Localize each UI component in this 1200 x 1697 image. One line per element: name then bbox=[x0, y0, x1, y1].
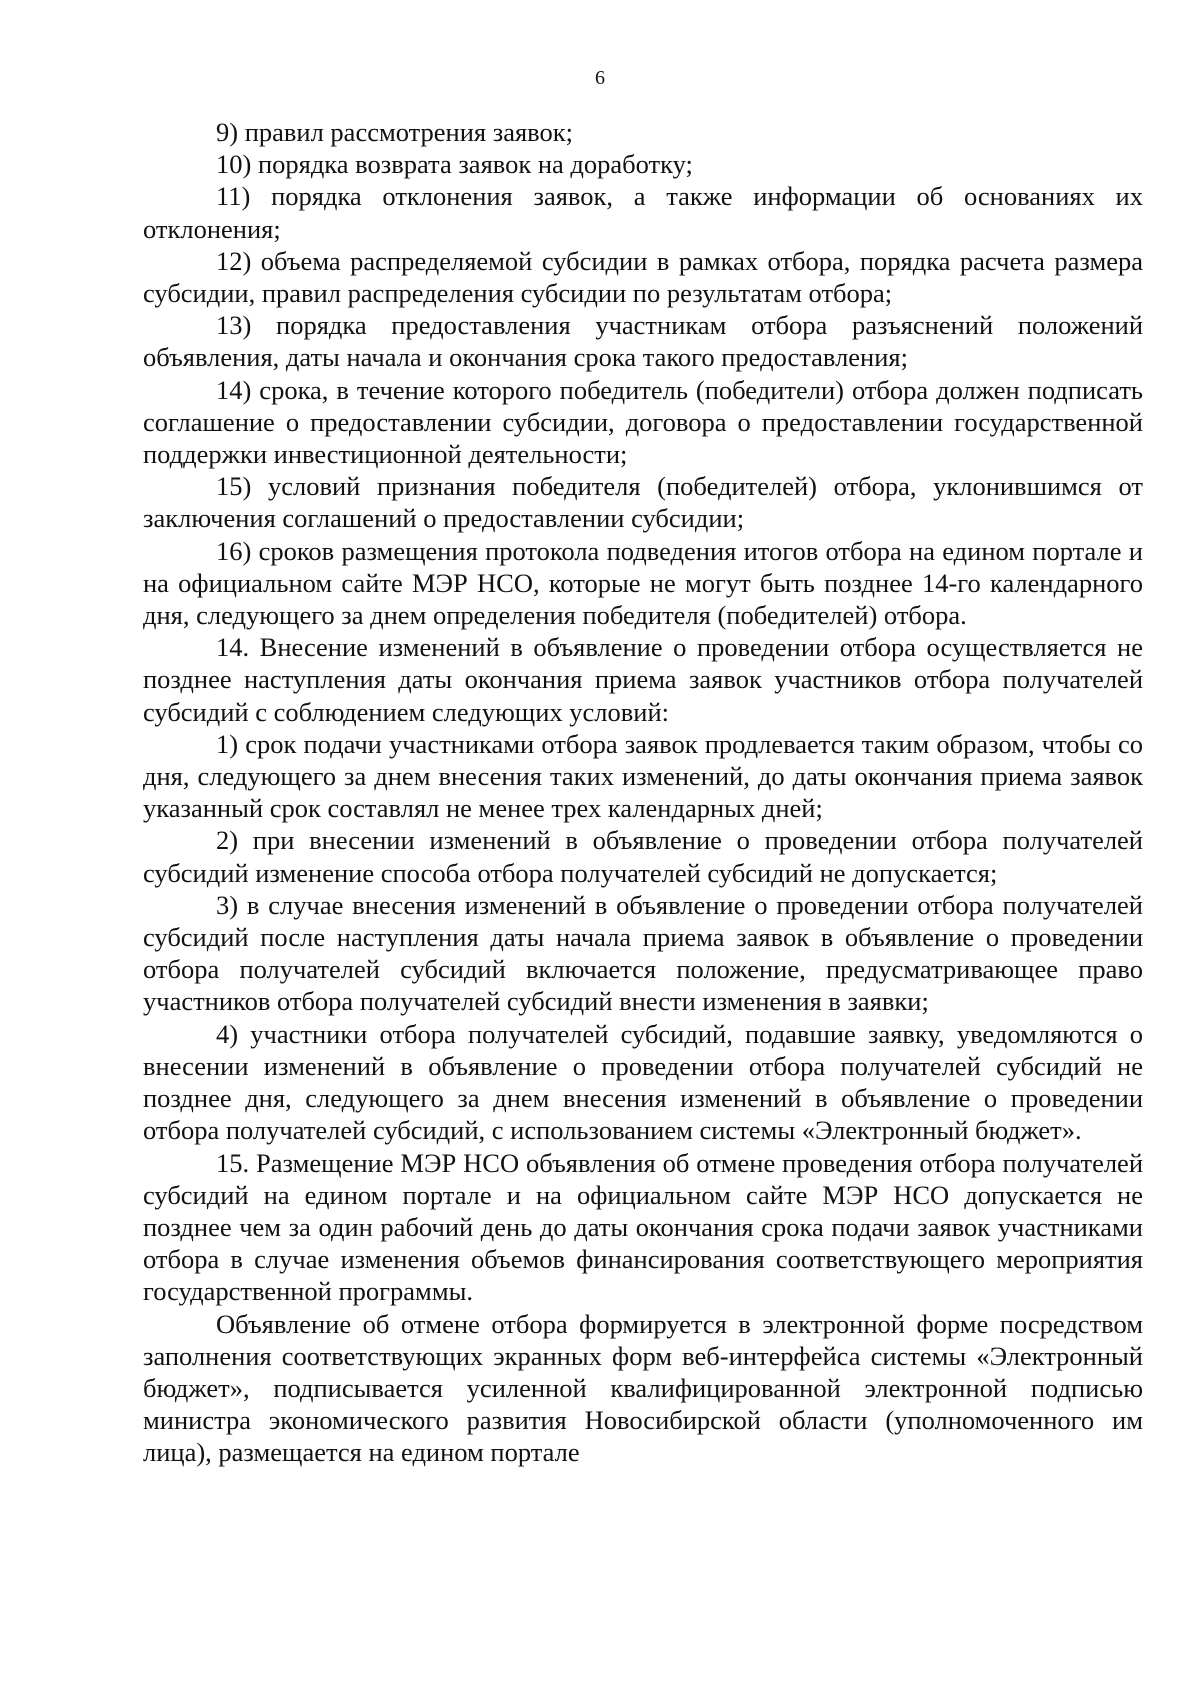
paragraph-clause-14: 14. Внесение изменений в объявление о проведении отбора осуществляется не позднее наступления даты окончания приема заявок участников отбора получателей субсидий с соблюдением следующих условий: bbox=[143, 632, 1143, 727]
page-number: 6 bbox=[595, 67, 605, 89]
paragraph-item-12: 12) объема распределяемой субсидии в рамках отбора, порядка расчета размера субсидии, правил распределения субсидии по результатам отбора; bbox=[143, 245, 1143, 309]
paragraph-condition-2: 2) при внесении изменений в объявление о проведении отбора получателей субсидий изменение способа отбора получателей субсидий не допускается; bbox=[143, 825, 1143, 888]
paragraph-item-14: 14) срока, в течение которого победитель (победители) отбора должен подписать соглашение о предоставлении субсидии, договора о предоставлении государственной поддержки инвестиционной деятельности; bbox=[143, 374, 1143, 470]
paragraph-item-10: 10) порядка возврата заявок на доработку; bbox=[216, 149, 693, 180]
paragraph-condition-1: 1) срок подачи участниками отбора заявок продлевается таким образом, чтобы со дня, следующего за днем внесения таких изменений, до даты окончания приема заявок указанный срок составлял не менее трех календарных дней; bbox=[143, 728, 1143, 824]
paragraph-condition-3: 3) в случае внесения изменений в объявление о проведении отбора получателей субсидий после наступления даты начала приема заявок в объявление о проведении отбора получателей субсидий включается положение, предусматривающее право участников отбора получателей субсидий внести изменения в заявки; bbox=[143, 889, 1143, 1017]
document-body bbox=[143, 116, 1143, 1469]
paragraph-item-16: 16) сроков размещения протокола подведения итогов отбора на едином портале и на официальном сайте МЭР НСО, которые не могут быть позднее 14-го календарного дня, следующего за днем определения победителя (победителей) отбора. bbox=[143, 535, 1143, 631]
paragraph-clause-15: 15. Размещение МЭР НСО объявления об отмене проведения отбора получателей субсидий на едином портале и на официальном сайте МЭР НСО допускается не позднее чем за один рабочий день до даты окончания срока подачи заявок участниками отбора в случае изменения объемов финансирования соответствующего мероприятия государственной программы. bbox=[143, 1147, 1143, 1307]
paragraph-item-15: 15) условий признания победителя (победителей) отбора, уклонившимся от заключения соглашений о предоставлении субсидии; bbox=[143, 471, 1143, 534]
paragraph-item-11: 11) порядка отклонения заявок, а также информации об основаниях их отклонения; bbox=[143, 181, 1143, 244]
paragraph-item-13: 13) порядка предоставления участникам отбора разъяснений положений объявления, даты начала и окончания срока такого предоставления; bbox=[143, 310, 1143, 373]
paragraph-item-9: 9) правил рассмотрения заявок; bbox=[216, 117, 573, 147]
paragraph-condition-4: 4) участники отбора получателей субсидий, подавшие заявку, уведомляются о внесении изменений в объявление о проведении отбора получателей субсидий не позднее дня, следующего за днем внесения изменений в объявление о проведении отбора получателей субсидий, с использованием системы «Электронный бюджет». bbox=[143, 1018, 1143, 1146]
paragraph-cancellation-notice: Объявление об отмене отбора формируется в электронной форме посредством заполнения соответствующих экранных форм веб-интерфейса системы «Электронный бюджет», подписывается усиленной квалифицированной электронной подписью министра экономического развития Новосибирской области (уполномоченного им лица), размещается на едином портале bbox=[143, 1308, 1143, 1468]
